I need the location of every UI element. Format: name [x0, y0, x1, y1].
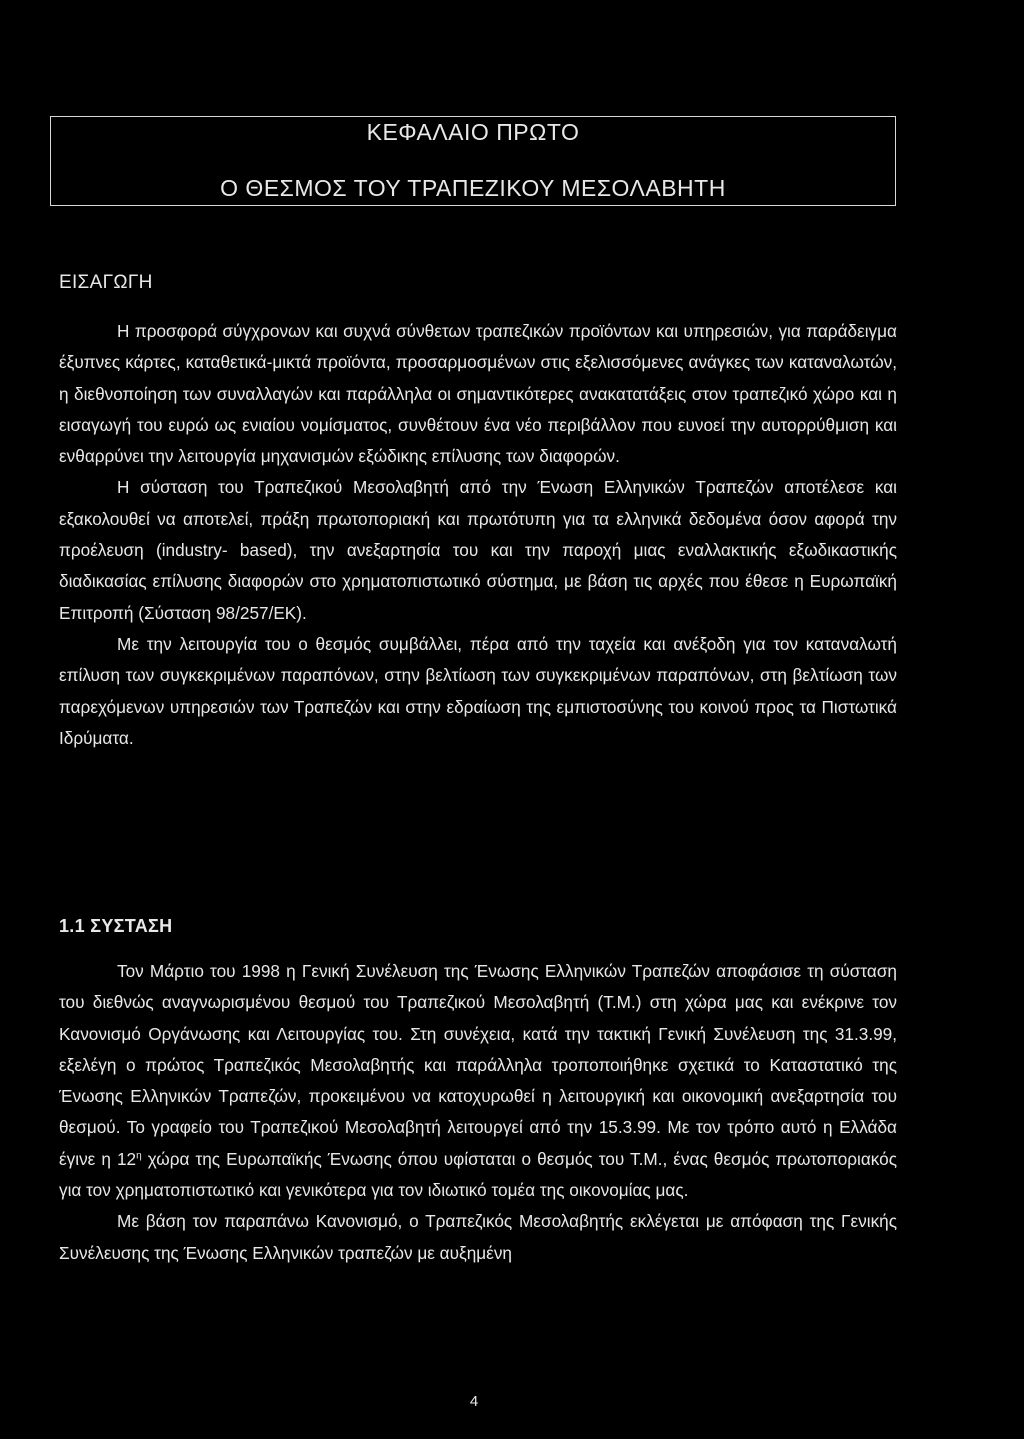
intro-paragraph-3: Με την λειτουργία του ο θεσμός συμβάλλει, πέρα από την ταχεία και ανέξοδη για τον καταναλωτή επίλυση των συγκεκριμένων παραπόνων, στην βελτίωση των συγκεκριμένων παραπόνων, στη βελτίωση των παρεχόμενων υπηρεσιών των Τραπεζών και στην εδραίωση της εμπιστοσύνης του κοινού προς τα Πιστωτικά Ιδρύματα. [59, 633, 897, 748]
intro-heading: ΕΙΣΑΓΩΓΗ [59, 272, 153, 293]
chapter-title: Ο ΘΕΣΜΟΣ ΤΟΥ ΤΡΑΠΕΖΙΚΟΥ ΜΕΣΟΛΑΒΗΤΗ [220, 175, 726, 201]
section-paragraph-2: Με βάση τον παραπάνω Κανονισμό, ο Τραπεζικός Μεσολαβητής εκλέγεται με απόφαση της Γενικής Συνέλευσης της Ένωσης Ελληνικών τραπεζών με αυξημένη [59, 1211, 897, 1263]
chapter-title-box [50, 116, 896, 206]
chapter-label: ΚΕΦΑΛΑΙΟ ΠΡΩΤΟ [366, 119, 580, 145]
section-paragraph-1-part-b: χώρα της Ευρωπαϊκής Ένωσης όπου υφίσταται ο θεσμός του Τ.Μ., ένας θεσμός πρωτοποριακός για τον χρηματοπιστωτικό και γενικότερα για τον ιδιωτικό τομέα της οικονομίας μας. [59, 1148, 898, 1201]
section-heading: 1.1 ΣΥΣΤΑΣΗ [59, 916, 173, 936]
intro-paragraph-2: Η σύσταση του Τραπεζικού Μεσολαβητή από την Ένωση Ελληνικών Τραπεζών αποτέλεσε και εξακολουθεί να αποτελεί, πράξη πρωτοποριακή και πρωτότυπη για τα ελληνικά δεδομένα όσον αφορά την προέλευση (industry- based), την ανεξαρτησία του και την παροχή μιας εναλλακτικής εξωδικαστικής διαδικασίας επίλυσης διαφορών στο χρηματοπιστωτικό σύστημα, με βάση τις αρχές που έθεσε η Ευρωπαϊκή Επιτροπή (Σύσταση 98/257/ΕΚ). [59, 477, 897, 623]
ordinal-superscript: η [136, 1150, 142, 1162]
section-body [59, 956, 897, 1269]
intro-body [59, 316, 897, 754]
section-paragraph-1 [59, 956, 897, 1206]
intro-paragraph-1: Η προσφορά σύγχρονων και συχνά σύνθετων τραπεζικών προϊόντων και υπηρεσιών, για παράδειγμα έξυπνες κάρτες, καταθετικά-μικτά προϊόντα, προσαρμοσμένων στις εξελισσόμενες ανάγκες των καταναλωτών, η διεθνοποίηση των συναλλαγών και παράλληλα οι σημαντικότερες ανακατατάξεις στον τραπεζικό χώρο και η εισαγωγή του ευρώ ως ενιαίου νομίσματος, συνθέτουν ένα νέο περιβάλλον που ευνοεί την αυτορρύθμιση και ενθαρρύνει την λειτουργία μηχανισμών εξώδικης επίλυσης των διαφορών. [59, 321, 897, 467]
page-number: 4 [469, 1393, 479, 1410]
section-paragraph-1-part-a: Τον Μάρτιο του 1998 η Γενική Συνέλευση της Ένωσης Ελληνικών Τραπεζών αποφάσισε τη σύσταση του διεθνώς αναγνωρισμένου θεσμού του Τραπεζικού Μεσολαβητή (Τ.Μ.) στη χώρα μας και ενέκρινε τον Κανονισμό Οργάνωσης και Λειτουργίας του. Στη συνέχεια, κατά την τακτική Γενική Συνέλευση της 31.3.99, εξελέγη ο πρώτος Τραπεζικός Μεσολαβητής και παράλληλα τροποποιήθηκε σχετικά το Καταστατικό της Ένωσης Ελληνικών Τραπεζών, προκειμένου να κατοχυρωθεί η λειτουργική και οικονομική ανεξαρτησία του θεσμού. Το γραφείο του Τραπεζικού Μεσολαβητή λειτουργεί από την 15.3.99. Με τον τρόπο αυτό η Ελλάδα έγινε η 12 [59, 961, 897, 1169]
